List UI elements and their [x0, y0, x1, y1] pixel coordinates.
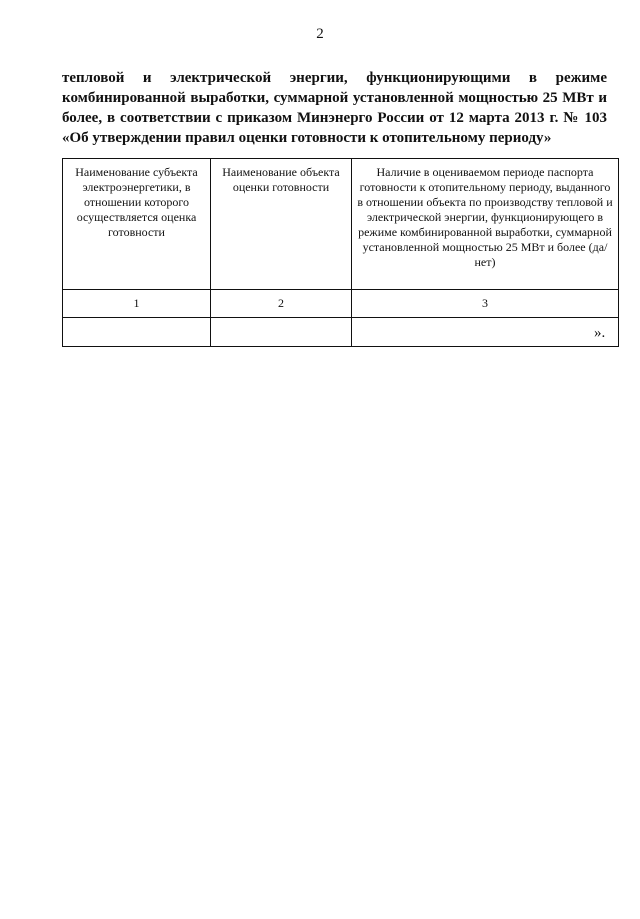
column-number-cell: 3	[352, 290, 619, 318]
closing-quote-mark: ».	[594, 325, 606, 341]
table-row	[63, 318, 619, 347]
page-number: 2	[316, 26, 324, 42]
readiness-table	[62, 158, 619, 347]
column-number-cell: 1	[63, 290, 211, 318]
table-cell	[352, 318, 619, 347]
table-number-row	[63, 290, 619, 318]
header-cell-object: Наименование объекта оценки готовности	[211, 159, 352, 290]
header-cell-subject: Наименование субъекта электроэнергетики, в отношении которого осуществляется оценка готовности	[63, 159, 211, 290]
body-paragraph: тепловой и электрической энергии, функционирующими в режиме комбинированной выработки, суммарной установленной мощностью 25 МВт и более, в соответствии с приказом Минэнерго России от 12 марта 2013 г. № 103 «Об утверждении правил оценки готовности к отопительному периоду»	[62, 70, 607, 146]
table-header-row	[63, 159, 619, 290]
column-number-cell: 2	[211, 290, 352, 318]
table-cell	[211, 318, 352, 347]
table-cell	[63, 318, 211, 347]
header-cell-passport: Наличие в оцениваемом периоде паспорта готовности к отопительному периоду, выданного в отношении объекта по производству тепловой и электрической энергии, функционирующего в режиме комбинированной выработки, суммарной установленной мощностью 25 МВт и более (да/нет)	[352, 159, 619, 290]
